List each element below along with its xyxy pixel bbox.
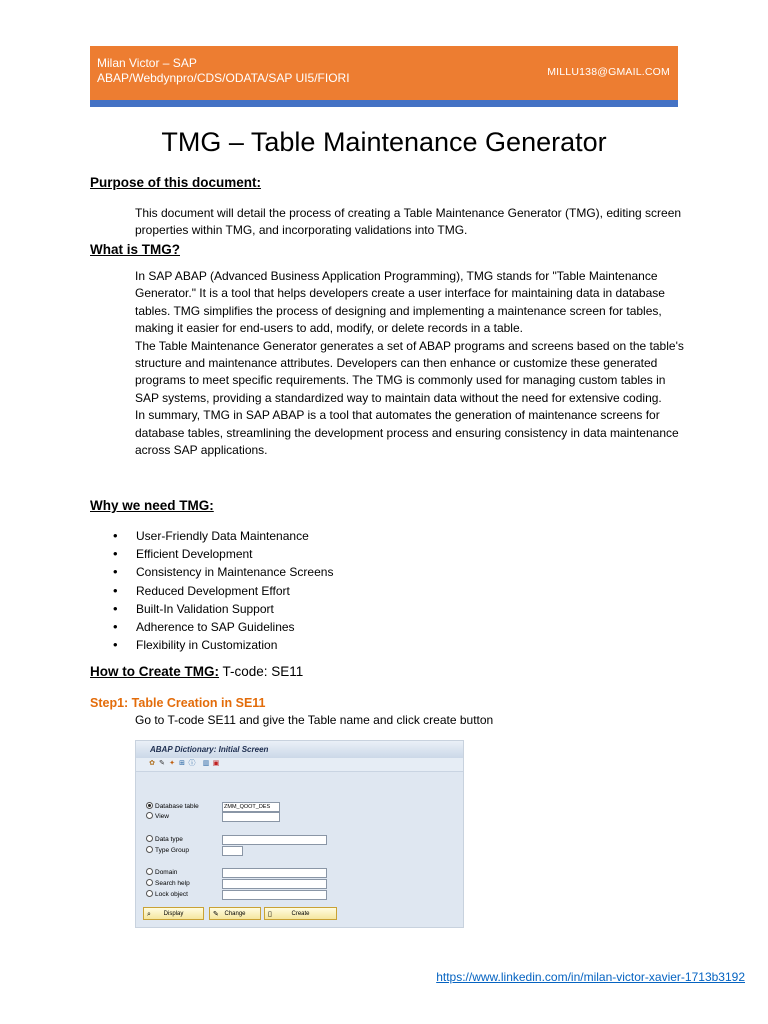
- pencil-icon[interactable]: ✎: [159, 760, 165, 767]
- hierarchy-icon[interactable]: ⊞: [179, 760, 185, 767]
- change-button[interactable]: ✎ Change: [209, 907, 261, 920]
- option-data-type[interactable]: Data type: [146, 835, 183, 844]
- howto-heading: How to Create TMG:: [90, 664, 220, 679]
- list-item: • Flexibility in Customization: [113, 636, 333, 654]
- lock-object-field[interactable]: [222, 890, 327, 900]
- display-button[interactable]: ⌕ Display: [143, 907, 204, 920]
- list-item: • Consistency in Maintenance Screens: [113, 563, 333, 581]
- purpose-paragraph: This document will detail the process of creating a Table Maintenance Generator (TMG), editing screen properties within TMG, and incorporating validations into TMG.: [135, 206, 682, 238]
- what-text: [135, 268, 685, 459]
- list-item: • Built-In Validation Support: [113, 600, 333, 618]
- why-list: [113, 527, 333, 654]
- type-group-field[interactable]: [222, 846, 243, 856]
- list-item: • User-Friendly Data Maintenance: [113, 527, 333, 545]
- why-heading: Why we need TMG:: [90, 498, 214, 513]
- howto-line: [90, 664, 303, 679]
- pencil-icon: ✎: [213, 911, 219, 918]
- info-icon[interactable]: ⓘ: [188, 760, 196, 767]
- what-paragraph-1: In SAP ABAP (Advanced Business Application Programming), TMG stands for "Table Maintenance Generator." It is a tool that helps developers create a user interface for maintaining data in database tables. TMG simplifies the process of designing and implementing a maintenance screen for tables, making it easier for end-users to add, modify, or delete records in a table.: [135, 269, 665, 336]
- step1-title: Step1: Table Creation in SE11: [90, 696, 266, 710]
- howto-tcode: T-code: SE11: [219, 664, 304, 679]
- sap-screen-title: ABAP Dictionary: Initial Screen: [136, 741, 463, 758]
- where-used-icon[interactable]: ✦: [169, 760, 175, 767]
- what-heading: What is TMG?: [90, 242, 180, 257]
- header-stripe: [90, 100, 678, 107]
- what-paragraph-3: In summary, TMG in SAP ABAP is a tool that automates the generation of maintenance screens for database tables, streamlining the development process and ensuring consistency in data maintenance across SAP applications.: [135, 408, 679, 458]
- new-document-icon: ▯: [268, 911, 272, 918]
- list-item: • Reduced Development Effort: [113, 582, 333, 600]
- page-title: TMG – Table Maintenance Generator: [161, 127, 607, 157]
- option-view[interactable]: View: [146, 812, 169, 821]
- option-database-table[interactable]: Database table: [146, 802, 199, 811]
- create-button[interactable]: ▯ Create: [264, 907, 337, 920]
- linkedin-link[interactable]: https://www.linkedin.com/in/milan-victor-xavier-1713b3192: [436, 970, 745, 984]
- purpose-text: [135, 205, 685, 240]
- step1-description: Go to T-code SE11 and give the Table name and click create button: [135, 713, 494, 727]
- sap-toolbar: [136, 758, 463, 772]
- view-field[interactable]: [222, 812, 280, 822]
- search-help-field[interactable]: [222, 879, 327, 889]
- radio-selected[interactable]: [146, 802, 153, 809]
- author-info: [97, 56, 350, 86]
- what-paragraph-2: The Table Maintenance Generator generates a set of ABAP programs and screens based on the table's structure and maintenance attributes. Developers can then enhance or customize these generated programs to meet specific requirements. The TMG is commonly used for managing custom tables in SAP systems, providing a standardized way to maintain data without the need for extensive coding.: [135, 338, 684, 405]
- purpose-heading: Purpose of this document:: [90, 175, 262, 190]
- glasses-icon: ⌕: [147, 911, 151, 918]
- table-name-field[interactable]: ZMM_QOOT_DES: [222, 802, 280, 812]
- list-item: • Adherence to SAP Guidelines: [113, 618, 333, 636]
- author-email: MILLU138@GMAIL.COM: [547, 66, 670, 78]
- data-type-field[interactable]: [222, 835, 327, 845]
- header-bar: [90, 46, 678, 100]
- option-domain[interactable]: Domain: [146, 868, 177, 877]
- option-search-help[interactable]: Search help: [146, 879, 190, 888]
- author-name: Milan Victor – SAP: [97, 56, 197, 70]
- list-item: • Efficient Development: [113, 545, 333, 563]
- author-skills: ABAP/Webdynpro/CDS/ODATA/SAP UI5/FIORI: [97, 71, 350, 85]
- option-type-group[interactable]: Type Group: [146, 846, 189, 855]
- option-lock-object[interactable]: Lock object: [146, 890, 188, 899]
- other-object-icon[interactable]: ✿: [149, 760, 155, 767]
- delete-icon[interactable]: ▥: [202, 760, 210, 767]
- domain-field[interactable]: [222, 868, 327, 878]
- sap-initial-screen: [135, 740, 464, 928]
- copy-icon[interactable]: ▣: [212, 760, 220, 767]
